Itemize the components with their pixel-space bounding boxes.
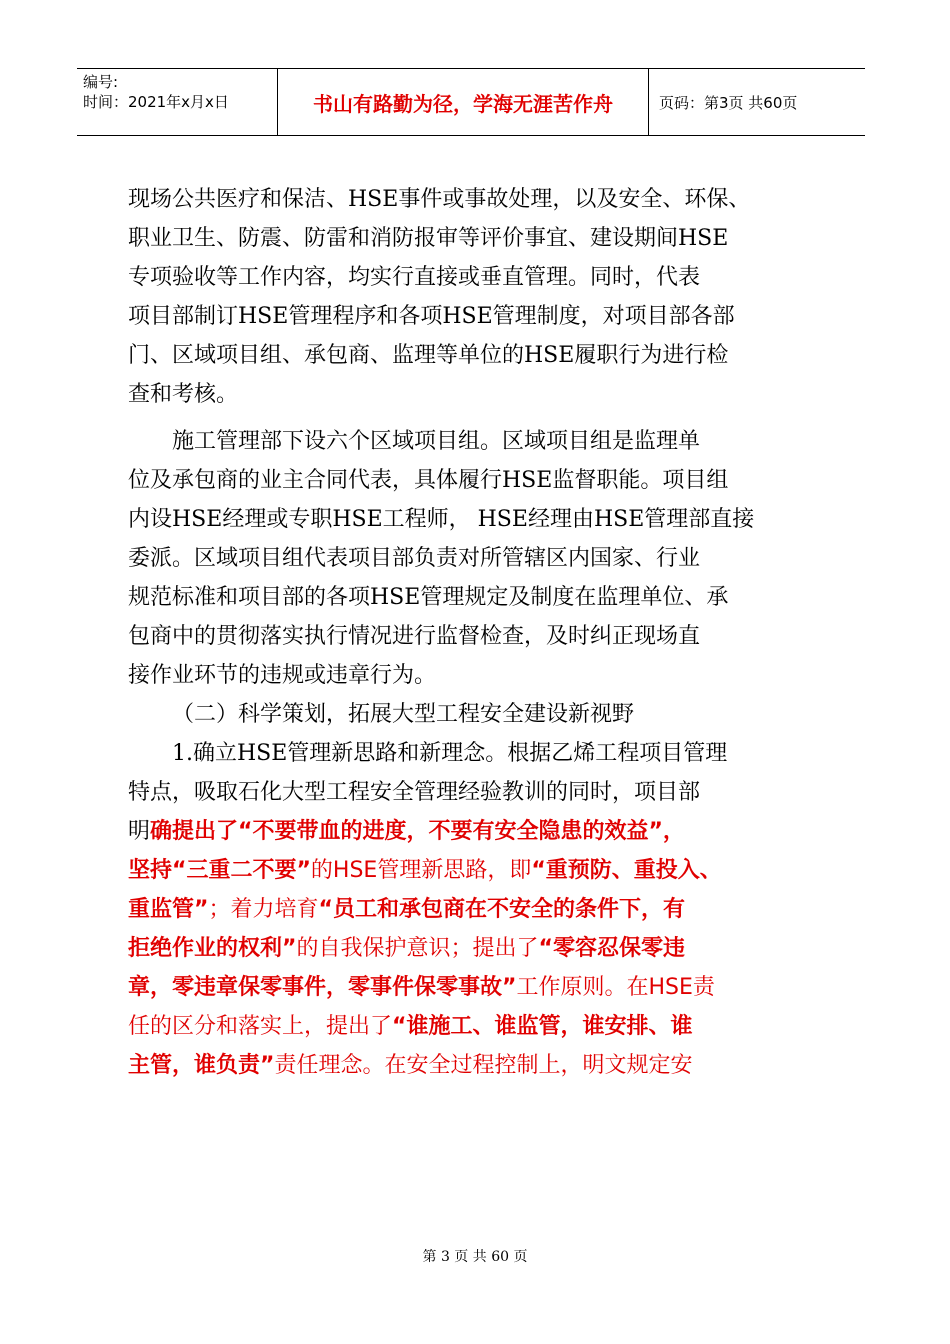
highlight-text: 坚持“三重二不要” [128, 858, 311, 883]
text-line: 位及承包商的业主合同代表，具体履行HSE监督职能。项目组 [128, 468, 729, 493]
red-text: 责任理念。在安全过程控制上，明文规定安 [274, 1053, 693, 1078]
text-line: 委派。区域项目组代表项目部负责对所管辖区内国家、行业 [128, 546, 701, 571]
header-page-info: 页码：第3页 共60页 [659, 93, 798, 112]
red-text: 任的区分和落实上，提出了 [128, 1014, 393, 1039]
text-line [128, 851, 848, 890]
text-line: 查和考核。 [128, 382, 239, 407]
highlight-text: “零容忍保零违 [538, 936, 685, 961]
document-body [128, 180, 848, 1085]
highlight-text: 重监管” [128, 897, 209, 922]
text-line: 内设HSE经理或专职HSE工程师， HSE经理由HSE管理部直接 [128, 507, 755, 532]
red-text: 的自我保护意识；提出了 [296, 936, 539, 961]
red-text: 的HSE管理新思路，即 [310, 858, 532, 883]
red-text: 工作原则。在HSE责 [516, 975, 715, 1000]
text-line: 特点，吸取石化大型工程安全管理经验教训的同时，项目部 [128, 780, 701, 805]
text-line: 1.确立HSE管理新思路和新理念。根据乙烯工程项目管理 [172, 741, 728, 766]
header-number-label: 编号: [83, 73, 119, 91]
text-line [128, 968, 848, 1007]
highlight-text: “员工和承包商在不安全的条件下，有 [318, 897, 685, 922]
highlight-text: 主管，谁负责” [128, 1053, 275, 1078]
text-line: 规范标准和项目部的各项HSE管理规定及制度在监理单位、承 [128, 585, 729, 610]
highlight-text: 章，零违章保零事件，零事件保零事故” [128, 975, 517, 1000]
text-line: 职业卫生、防震、防雷和消防报审等评价事宜、建设期间HSE [128, 226, 729, 251]
header-meta [77, 69, 277, 135]
header-motto: 书山有路勤为径，学海无涯苦作舟 [277, 69, 649, 135]
red-text: ；着力培育 [208, 897, 319, 922]
text-line [128, 1007, 848, 1046]
highlight-text: 确提出了“不要带血的进度，不要有安全隐患的效益”， [150, 819, 685, 844]
text-line [128, 929, 848, 968]
highlight-text: 拒绝作业的权利” [128, 936, 297, 961]
text-line: 接作业环节的违规或违章行为。 [128, 663, 437, 688]
header-time-label: 时间：2021年x月x日 [83, 93, 229, 111]
text-line: 施工管理部下设六个区域项目组。区域项目组是监理单 [172, 429, 701, 454]
text-line: 专项验收等工作内容，均实行直接或垂直管理。同时，代表 [128, 265, 701, 290]
page-header [77, 68, 865, 136]
text-span: 明 [128, 819, 151, 844]
text-line [128, 812, 848, 851]
text-line: 现场公共医疗和保洁、HSE事件或事故处理，以及安全、环保、 [128, 187, 751, 212]
text-line: 项目部制订HSE管理程序和各项HSE管理制度，对项目部各部 [128, 304, 735, 329]
page-footer: 第 3 页 共 60 页 [422, 1249, 528, 1265]
highlight-text: “重预防、重投入、 [531, 858, 722, 883]
text-line [128, 890, 848, 929]
text-line: 包商中的贯彻落实执行情况进行监督检查，及时纠正现场直 [128, 624, 701, 649]
section-heading: （二）科学策划，拓展大型工程安全建设新视野 [172, 702, 635, 727]
text-line: 门、区域项目组、承包商、监理等单位的HSE履职行为进行检 [128, 343, 729, 368]
text-line [128, 1046, 848, 1085]
highlight-text: “谁施工、谁监管，谁安排、谁 [392, 1014, 693, 1039]
